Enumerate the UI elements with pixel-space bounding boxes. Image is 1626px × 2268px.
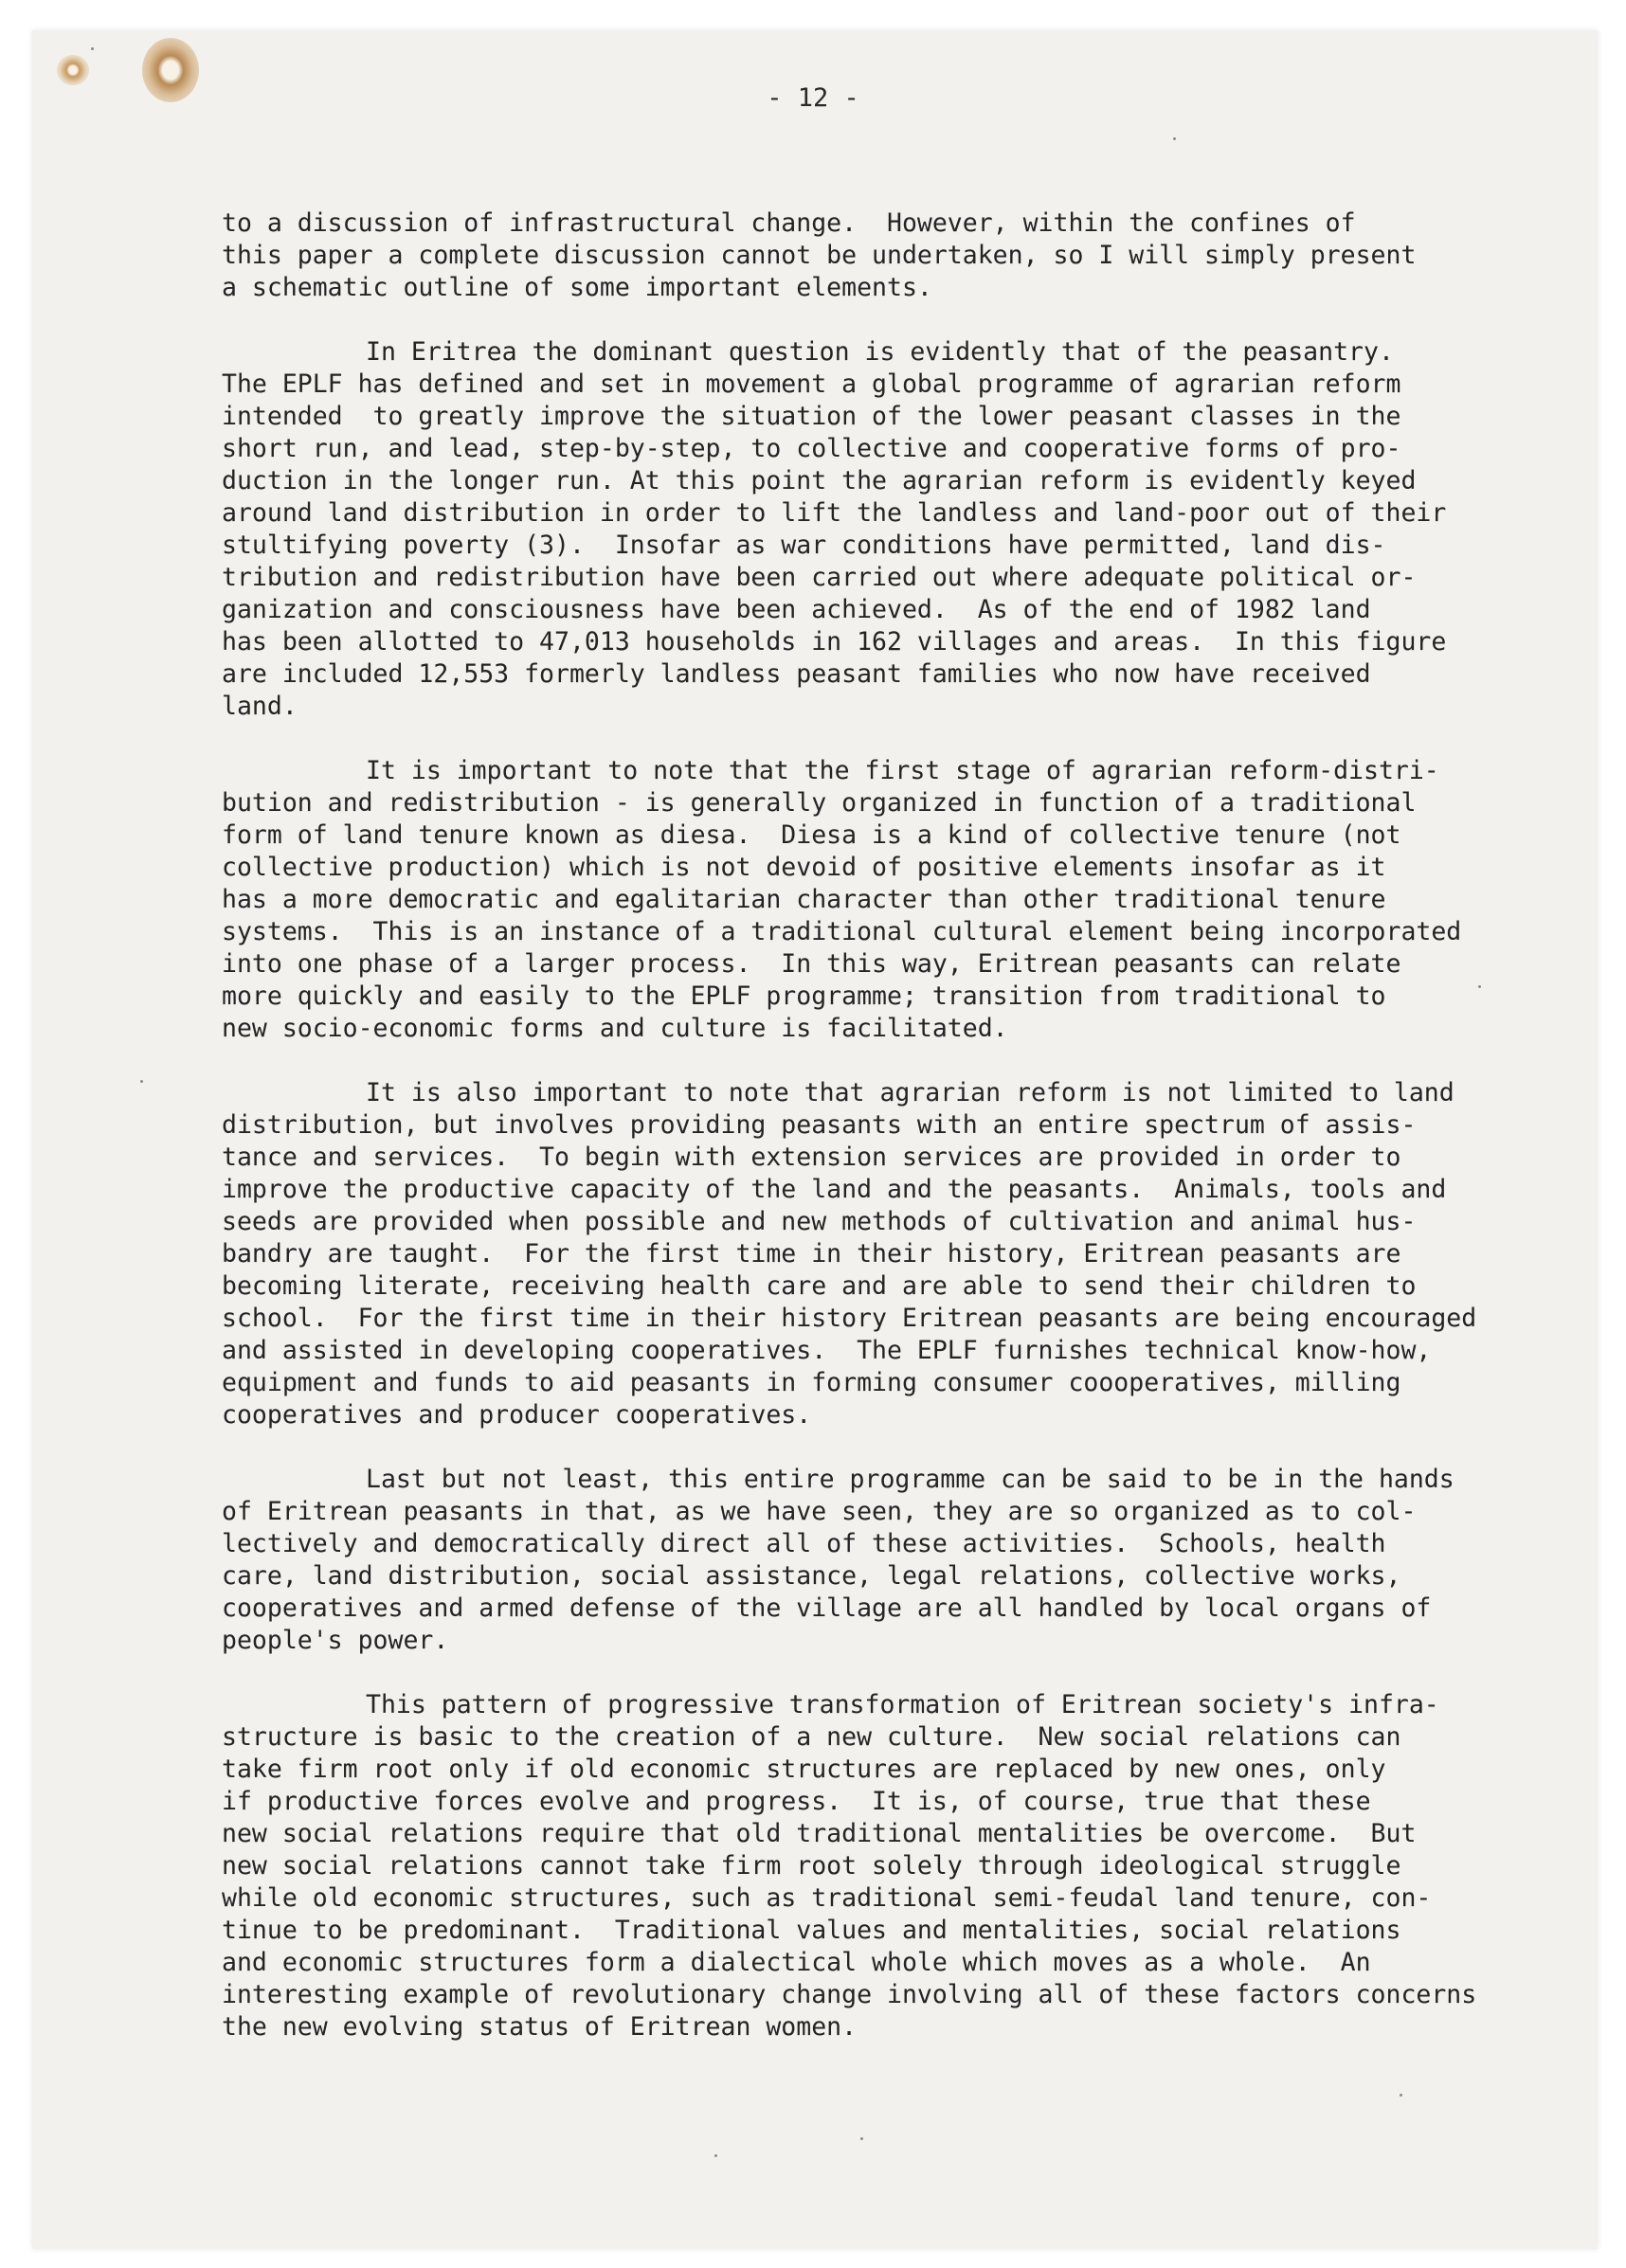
text-line: This pattern of progressive transformation of Eritrean society's infra- bbox=[366, 1690, 1439, 1719]
text-line: take firm root only if old economic structures are replaced by new ones, only bbox=[222, 1755, 1386, 1784]
text-line: a schematic outline of some important elements. bbox=[222, 273, 932, 302]
paragraph bbox=[222, 1689, 1567, 2043]
text-line: bution and redistribution - is generally organized in function of a traditional bbox=[222, 788, 1417, 818]
text-line: intended to greatly improve the situation of the lower peasant classes in the bbox=[222, 402, 1401, 431]
text-line: school. For the first time in their history Eritrean peasants are being encouraged bbox=[222, 1304, 1477, 1333]
text-line: care, land distribution, social assistance, legal relations, collective works, bbox=[222, 1561, 1401, 1591]
text-line: It is important to note that the first stage of agrarian reform-distri- bbox=[366, 756, 1439, 785]
paragraph bbox=[222, 207, 1567, 304]
text-line: has been allotted to 47,013 households in 162 villages and areas. In this figure bbox=[222, 627, 1447, 657]
text-line: of Eritrean peasants in that, as we have seen, they are so organized as to col- bbox=[222, 1497, 1417, 1526]
text-line: this paper a complete discussion cannot be undertaken, so I will simply present bbox=[222, 241, 1417, 270]
text-line: are included 12,553 formerly landless peasant families who now have received bbox=[222, 659, 1371, 689]
text-line: to a discussion of infrastructural change. However, within the confines of bbox=[222, 208, 1356, 238]
paragraph bbox=[222, 755, 1567, 1045]
staple-stain-left bbox=[57, 55, 89, 85]
text-line: while old economic structures, such as traditional semi-feudal land tenure, con- bbox=[222, 1883, 1432, 1913]
paragraph bbox=[222, 336, 1567, 723]
text-line: seeds are provided when possible and new methods of cultivation and animal hus- bbox=[222, 1207, 1417, 1236]
text-line: cooperatives and producer cooperatives. bbox=[222, 1400, 812, 1430]
dust-speck bbox=[860, 2137, 863, 2140]
text-line: has a more democratic and egalitarian character than other traditional tenure bbox=[222, 885, 1386, 914]
dust-speck bbox=[1173, 137, 1176, 140]
dust-speck bbox=[140, 1080, 143, 1083]
text-line: new social relations cannot take firm root solely through ideological struggle bbox=[222, 1851, 1401, 1881]
text-line: into one phase of a larger process. In this way, Eritrean peasants can relate bbox=[222, 949, 1401, 979]
text-line: ganization and consciousness have been achieved. As of the end of 1982 land bbox=[222, 595, 1371, 624]
text-line: people's power. bbox=[222, 1626, 449, 1655]
text-line: around land distribution in order to lift the landless and land-poor out of their bbox=[222, 498, 1447, 528]
text-line: short run, and lead, step-by-step, to collective and cooperative forms of pro- bbox=[222, 434, 1401, 463]
text-line: distribution, but involves providing peasants with an entire spectrum of assis- bbox=[222, 1110, 1417, 1140]
text-line: tribution and redistribution have been carried out where adequate political or- bbox=[222, 563, 1417, 592]
text-line: equipment and funds to aid peasants in forming consumer coooperatives, milling bbox=[222, 1368, 1401, 1397]
text-line: duction in the longer run. At this point the agrarian reform is evidently keyed bbox=[222, 466, 1417, 495]
text-line: if productive forces evolve and progress. It is, of course, true that these bbox=[222, 1787, 1371, 1816]
text-line: It is also important to note that agrarian reform is not limited to land bbox=[366, 1078, 1454, 1107]
paragraph bbox=[222, 1077, 1567, 1431]
document-body bbox=[222, 207, 1567, 2076]
text-line: and economic structures form a dialectical whole which moves as a whole. An bbox=[222, 1948, 1371, 1977]
page-number: - 12 - bbox=[767, 83, 859, 113]
dust-speck bbox=[1400, 2094, 1402, 2097]
dust-speck bbox=[91, 47, 94, 50]
dust-speck bbox=[714, 2154, 717, 2157]
text-line: In Eritrea the dominant question is evidently that of the peasantry. bbox=[366, 337, 1394, 367]
text-line: tance and services. To begin with extension services are provided in order to bbox=[222, 1143, 1401, 1172]
text-line: new socio-economic forms and culture is facilitated. bbox=[222, 1014, 1008, 1043]
text-line: improve the productive capacity of the land and the peasants. Animals, tools and bbox=[222, 1175, 1447, 1204]
text-line: Last but not least, this entire programme can be said to be in the hands bbox=[366, 1465, 1454, 1494]
paragraph bbox=[222, 1464, 1567, 1657]
text-line: collective production) which is not devoid of positive elements insofar as it bbox=[222, 853, 1386, 882]
text-line: more quickly and easily to the EPLF programme; transition from traditional to bbox=[222, 981, 1386, 1011]
text-line: form of land tenure known as diesa. Diesa is a kind of collective tenure (not bbox=[222, 820, 1401, 850]
text-line: The EPLF has defined and set in movement a global programme of agrarian reform bbox=[222, 369, 1401, 399]
text-line: tinue to be predominant. Traditional values and mentalities, social relations bbox=[222, 1916, 1401, 1945]
text-line: cooperatives and armed defense of the village are all handled by local organs of bbox=[222, 1593, 1432, 1623]
text-line: the new evolving status of Eritrean women. bbox=[222, 2012, 858, 2042]
text-line: interesting example of revolutionary change involving all of these factors concerns bbox=[222, 1980, 1477, 2009]
text-line: and assisted in developing cooperatives. The EPLF furnishes technical know-how, bbox=[222, 1336, 1432, 1365]
text-line: lectively and democratically direct all of these activities. Schools, health bbox=[222, 1529, 1386, 1558]
text-line: bandry are taught. For the first time in their history, Eritrean peasants are bbox=[222, 1239, 1401, 1269]
text-line: land. bbox=[222, 692, 298, 721]
text-line: stultifying poverty (3). Insofar as war conditions have permitted, land dis- bbox=[222, 531, 1386, 560]
text-line: new social relations require that old traditional mentalities be overcome. But bbox=[222, 1819, 1417, 1848]
text-line: structure is basic to the creation of a new culture. New social relations can bbox=[222, 1722, 1401, 1752]
text-line: becoming literate, receiving health care and are able to send their children to bbox=[222, 1271, 1417, 1301]
text-line: systems. This is an instance of a traditional cultural element being incorporated bbox=[222, 917, 1462, 946]
